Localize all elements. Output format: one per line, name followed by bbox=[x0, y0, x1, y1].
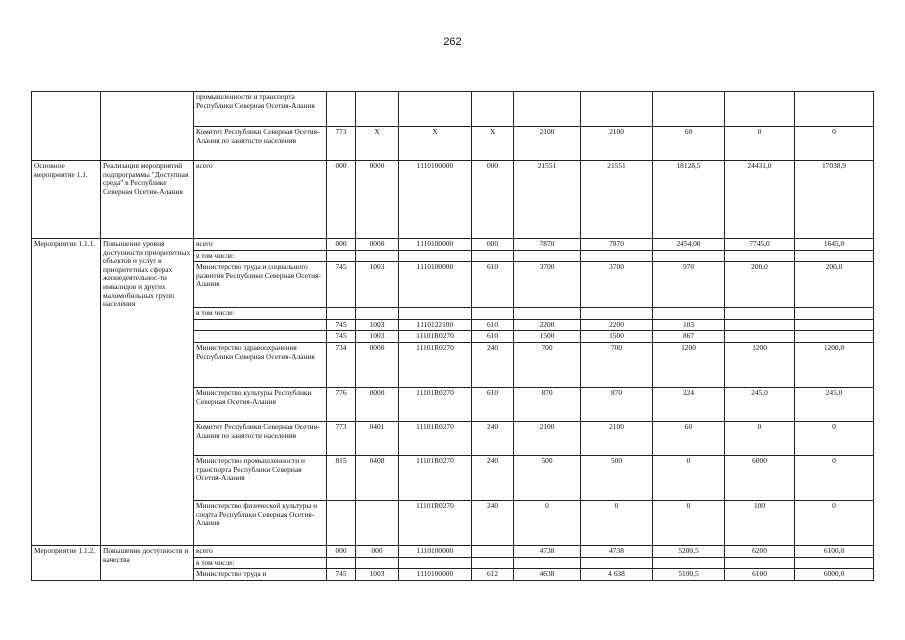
cell-val-5 bbox=[795, 92, 874, 127]
cell-rz-pr bbox=[356, 308, 399, 320]
cell-csr: 1110100000 bbox=[399, 545, 472, 557]
cell-csr: 1110100000 bbox=[399, 262, 472, 308]
cell-vr: 000 bbox=[472, 161, 514, 239]
cell-executor: Министерство здравоохранения Республики Северная Осетия-Алания bbox=[194, 342, 327, 387]
cell-val-3: 18128,5 bbox=[653, 161, 725, 239]
cell-vr: 610 bbox=[472, 262, 514, 308]
cell-val-4 bbox=[725, 557, 795, 569]
cell-val-5 bbox=[795, 308, 874, 320]
cell-val-5: 17038,9 bbox=[795, 161, 874, 239]
cell-val-5 bbox=[795, 331, 874, 343]
cell-val-1: 500 bbox=[514, 455, 581, 500]
cell-vr: 240 bbox=[472, 500, 514, 545]
cell-val-5: 0 bbox=[795, 421, 874, 455]
cell-val-2: 2200 bbox=[581, 319, 653, 331]
cell-rz-pr: 1003 bbox=[356, 331, 399, 343]
cell-executor: всего bbox=[194, 545, 327, 557]
cell-csr bbox=[399, 308, 472, 320]
cell-val-3 bbox=[653, 92, 725, 127]
cell-val-5: 1200,0 bbox=[795, 342, 874, 387]
cell-val-5: 245,0 bbox=[795, 387, 874, 421]
cell-val-5: 6100,0 bbox=[795, 545, 874, 557]
cell-val-4: 6100 bbox=[725, 569, 795, 581]
cell-grbs bbox=[327, 250, 356, 262]
cell-measure-id: Мероприятие 1.1.1. bbox=[32, 239, 101, 546]
cell-vr bbox=[472, 92, 514, 127]
cell-executor: промышленности и транспорта Республики Северная Осетия-Алания bbox=[194, 92, 327, 127]
cell-executor: Комитет Республики Северная Осетия-Алания по занятости населения bbox=[194, 127, 327, 161]
cell-val-2: 3700 bbox=[581, 262, 653, 308]
cell-val-1: 2100 bbox=[514, 127, 581, 161]
cell-val-3: 867 bbox=[653, 331, 725, 343]
cell-grbs: 815 bbox=[327, 455, 356, 500]
cell-rz-pr bbox=[356, 92, 399, 127]
table-row bbox=[32, 161, 874, 239]
cell-csr: Х bbox=[399, 127, 472, 161]
cell-val-4: 7745,0 bbox=[725, 239, 795, 251]
cell-measure-name: Повышение уровня доступности приоритетных объектов и услуг в приоритетных сферах жизнедеятельнос-ти инвалидов и других маломобильных групп населения bbox=[101, 239, 194, 546]
cell-val-1: 4738 bbox=[514, 545, 581, 557]
cell-grbs: 745 bbox=[327, 262, 356, 308]
cell-val-4 bbox=[725, 331, 795, 343]
cell-measure-name bbox=[101, 92, 194, 161]
cell-grbs: 745 bbox=[327, 569, 356, 581]
cell-vr bbox=[472, 250, 514, 262]
cell-val-4 bbox=[725, 308, 795, 320]
cell-val-2 bbox=[581, 92, 653, 127]
cell-val-2: 7870 bbox=[581, 239, 653, 251]
cell-val-2: 870 bbox=[581, 387, 653, 421]
cell-measure-name: Реализация мероприятий подпрограммы "Доступная среда" в Республике Северная Осетия-Алания bbox=[101, 161, 194, 239]
cell-val-5 bbox=[795, 319, 874, 331]
cell-val-3: 5100,5 bbox=[653, 569, 725, 581]
cell-val-3: 60 bbox=[653, 127, 725, 161]
cell-vr: 610 bbox=[472, 319, 514, 331]
cell-csr bbox=[399, 557, 472, 569]
cell-rz-pr: 1003 bbox=[356, 569, 399, 581]
cell-executor: в том числе: bbox=[194, 557, 327, 569]
cell-val-2: 0 bbox=[581, 500, 653, 545]
cell-csr bbox=[399, 92, 472, 127]
cell-val-1: 2100 bbox=[514, 421, 581, 455]
cell-val-1: 2200 bbox=[514, 319, 581, 331]
cell-val-1: 1500 bbox=[514, 331, 581, 343]
cell-vr: 240 bbox=[472, 342, 514, 387]
cell-csr bbox=[399, 250, 472, 262]
cell-rz-pr: Х bbox=[356, 127, 399, 161]
cell-val-4 bbox=[725, 250, 795, 262]
cell-executor bbox=[194, 331, 327, 343]
cell-val-2: 2100 bbox=[581, 127, 653, 161]
cell-grbs: 745 bbox=[327, 319, 356, 331]
cell-executor: всего bbox=[194, 161, 327, 239]
cell-vr: 612 bbox=[472, 569, 514, 581]
table-row bbox=[32, 92, 874, 127]
cell-csr: 11101R0270 bbox=[399, 331, 472, 343]
cell-val-4: 0 bbox=[725, 421, 795, 455]
cell-val-2 bbox=[581, 250, 653, 262]
cell-executor: Министерство физической культуры и спорта Республики Северная Осетия-Алания bbox=[194, 500, 327, 545]
cell-val-5 bbox=[795, 557, 874, 569]
cell-vr: 000 bbox=[472, 239, 514, 251]
cell-csr: 11101R0270 bbox=[399, 455, 472, 500]
cell-val-1 bbox=[514, 92, 581, 127]
cell-executor: Министерство труда и bbox=[194, 569, 327, 581]
cell-executor: в том числе: bbox=[194, 308, 327, 320]
cell-grbs: 773 bbox=[327, 421, 356, 455]
cell-vr: 610 bbox=[472, 331, 514, 343]
cell-rz-pr bbox=[356, 500, 399, 545]
cell-val-1 bbox=[514, 308, 581, 320]
cell-val-2: 4738 bbox=[581, 545, 653, 557]
cell-val-3: 0 bbox=[653, 455, 725, 500]
cell-val-3 bbox=[653, 308, 725, 320]
cell-measure-name: Повышение доступности и качества bbox=[101, 545, 194, 580]
cell-csr: 11101R0270 bbox=[399, 421, 472, 455]
cell-val-3: 103 bbox=[653, 319, 725, 331]
cell-val-2: 500 bbox=[581, 455, 653, 500]
cell-rz-pr: 1003 bbox=[356, 319, 399, 331]
cell-grbs bbox=[327, 308, 356, 320]
cell-executor: Министерство культуры Республики Северная Осетия-Алания bbox=[194, 387, 327, 421]
cell-val-4: 6000 bbox=[725, 455, 795, 500]
cell-val-2: 1500 bbox=[581, 331, 653, 343]
cell-val-1: 0 bbox=[514, 500, 581, 545]
cell-val-3 bbox=[653, 557, 725, 569]
cell-executor: Комитет Республики Северная Осетия-Алания по занятости населения bbox=[194, 421, 327, 455]
cell-val-1 bbox=[514, 557, 581, 569]
cell-grbs bbox=[327, 557, 356, 569]
cell-csr: 1110100000 bbox=[399, 569, 472, 581]
table-row bbox=[32, 239, 874, 251]
cell-vr: 240 bbox=[472, 421, 514, 455]
cell-csr: 1110100000 bbox=[399, 239, 472, 251]
cell-val-5: 6000,0 bbox=[795, 569, 874, 581]
cell-val-3: 60 bbox=[653, 421, 725, 455]
cell-grbs: 000 bbox=[327, 545, 356, 557]
cell-val-4 bbox=[725, 92, 795, 127]
cell-val-3 bbox=[653, 250, 725, 262]
cell-val-2: 21551 bbox=[581, 161, 653, 239]
cell-vr bbox=[472, 557, 514, 569]
cell-csr: 11101R0270 bbox=[399, 342, 472, 387]
cell-grbs: 734 bbox=[327, 342, 356, 387]
cell-val-1: 4638 bbox=[514, 569, 581, 581]
cell-val-4: 200,0 bbox=[725, 262, 795, 308]
cell-grbs bbox=[327, 500, 356, 545]
cell-measure-id: Основное мероприятие 1.1. bbox=[32, 161, 101, 239]
cell-val-5: 0 bbox=[795, 455, 874, 500]
cell-val-3: 5200,5 bbox=[653, 545, 725, 557]
cell-rz-pr: 0000 bbox=[356, 239, 399, 251]
cell-val-3: 2454,00 bbox=[653, 239, 725, 251]
cell-rz-pr: 0408 bbox=[356, 455, 399, 500]
cell-val-1: 700 bbox=[514, 342, 581, 387]
cell-executor: всего bbox=[194, 239, 327, 251]
cell-csr: 1110100000 bbox=[399, 161, 472, 239]
cell-vr: Х bbox=[472, 127, 514, 161]
cell-val-1: 7870 bbox=[514, 239, 581, 251]
table-row bbox=[32, 545, 874, 557]
cell-grbs: 776 bbox=[327, 387, 356, 421]
cell-executor: в том числе: bbox=[194, 250, 327, 262]
cell-grbs: 745 bbox=[327, 331, 356, 343]
cell-executor: Министерство промышленности и транспорта Республики Северная Осетия-Алания bbox=[194, 455, 327, 500]
cell-rz-pr: 000 bbox=[356, 545, 399, 557]
cell-vr: 240 bbox=[472, 455, 514, 500]
cell-val-4: 0 bbox=[725, 127, 795, 161]
cell-val-1: 3700 bbox=[514, 262, 581, 308]
cell-val-2 bbox=[581, 557, 653, 569]
cell-val-5: 200,0 bbox=[795, 262, 874, 308]
cell-val-4: 245,0 bbox=[725, 387, 795, 421]
cell-val-5 bbox=[795, 250, 874, 262]
cell-executor: Министерство труда и социального развития Республики Северная Осетия-Алания bbox=[194, 262, 327, 308]
cell-val-4 bbox=[725, 319, 795, 331]
cell-val-2: 2100 bbox=[581, 421, 653, 455]
budget-table bbox=[31, 91, 874, 581]
cell-measure-id bbox=[32, 92, 101, 161]
cell-vr: 610 bbox=[472, 387, 514, 421]
cell-val-1: 870 bbox=[514, 387, 581, 421]
cell-val-5: 1645,0 bbox=[795, 239, 874, 251]
cell-val-3: 970 bbox=[653, 262, 725, 308]
cell-grbs: 000 bbox=[327, 161, 356, 239]
cell-grbs: 773 bbox=[327, 127, 356, 161]
cell-csr: 1110122100 bbox=[399, 319, 472, 331]
cell-val-4: 1200 bbox=[725, 342, 795, 387]
cell-rz-pr bbox=[356, 250, 399, 262]
page-number: 262 bbox=[443, 36, 462, 48]
cell-val-4: 24431,0 bbox=[725, 161, 795, 239]
cell-val-3: 0 bbox=[653, 500, 725, 545]
cell-grbs: 000 bbox=[327, 239, 356, 251]
cell-val-1 bbox=[514, 250, 581, 262]
cell-val-1: 21551 bbox=[514, 161, 581, 239]
cell-csr: 11101R0270 bbox=[399, 500, 472, 545]
cell-measure-id: Мероприятие 1.1.2. bbox=[32, 545, 101, 580]
cell-val-2 bbox=[581, 308, 653, 320]
cell-rz-pr: 0000 bbox=[356, 387, 399, 421]
cell-rz-pr: 0000 bbox=[356, 342, 399, 387]
cell-val-4: 6200 bbox=[725, 545, 795, 557]
cell-rz-pr: 0000 bbox=[356, 161, 399, 239]
cell-val-4: 100 bbox=[725, 500, 795, 545]
cell-executor bbox=[194, 319, 327, 331]
cell-val-2: 4 638 bbox=[581, 569, 653, 581]
cell-rz-pr: 1003 bbox=[356, 262, 399, 308]
cell-csr: 11101R0270 bbox=[399, 387, 472, 421]
cell-vr bbox=[472, 308, 514, 320]
cell-rz-pr bbox=[356, 557, 399, 569]
cell-grbs bbox=[327, 92, 356, 127]
cell-val-5: 0 bbox=[795, 127, 874, 161]
cell-val-2: 700 bbox=[581, 342, 653, 387]
cell-val-3: 1200 bbox=[653, 342, 725, 387]
cell-val-5: 0 bbox=[795, 500, 874, 545]
cell-rz-pr: 0401 bbox=[356, 421, 399, 455]
cell-val-3: 224 bbox=[653, 387, 725, 421]
cell-vr bbox=[472, 545, 514, 557]
